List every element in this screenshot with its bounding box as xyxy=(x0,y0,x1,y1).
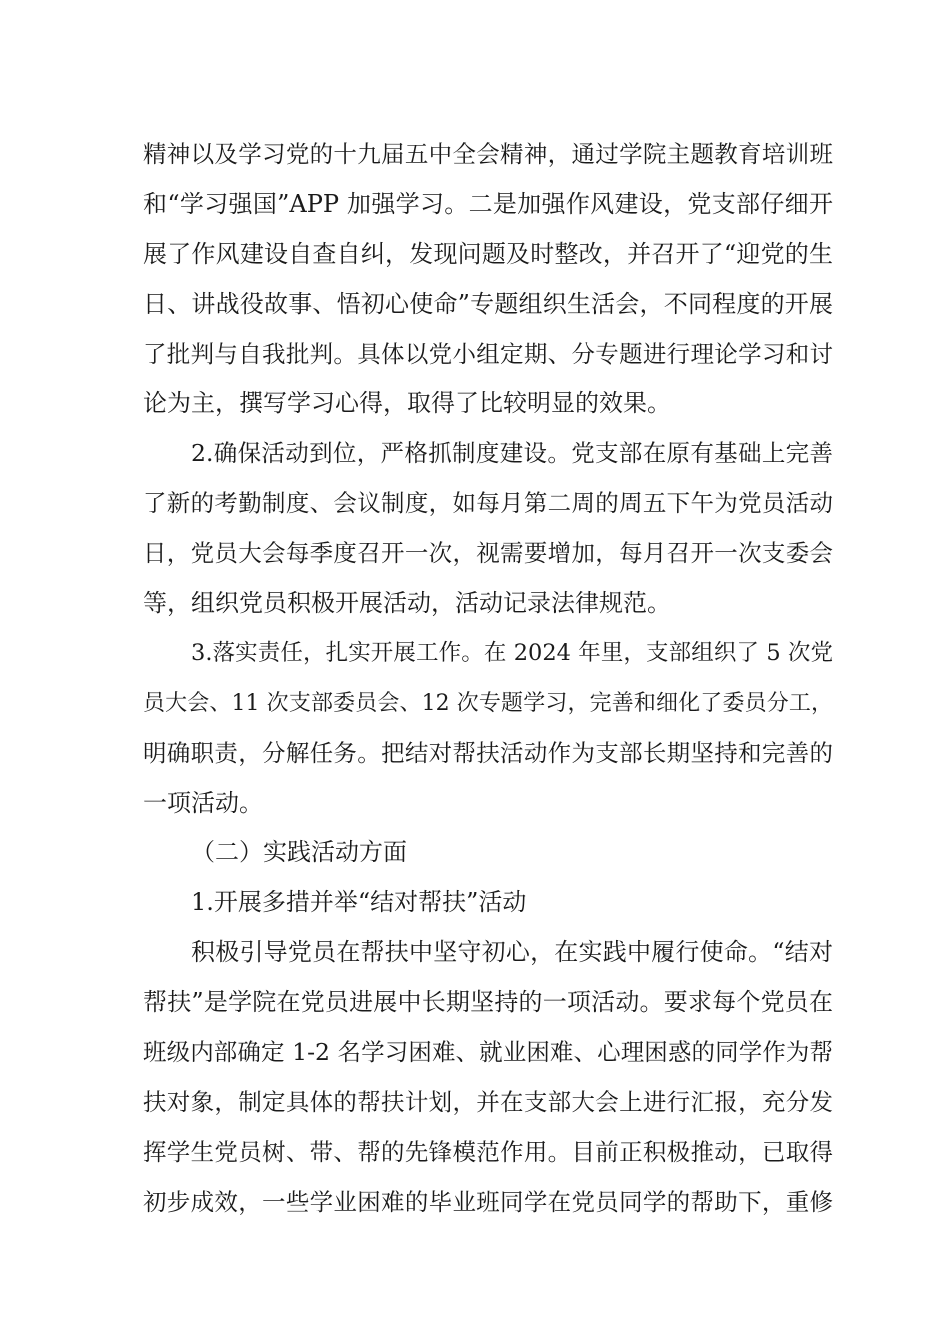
text-line: 初步成效，一些学业困难的毕业班同学在党员同学的帮助下，重修 xyxy=(143,1187,833,1216)
text-line: 等，组织党员积极开展活动，活动记录法律规范。 xyxy=(143,589,671,618)
text-line: 挥学生党员树、带、帮的先锋模范作用。目前正积极推动，已取得 xyxy=(143,1137,833,1166)
text-line: （二）实践活动方面 xyxy=(191,838,407,867)
text-line: 精神以及学习党的十九届五中全会精神，通过学院主题教育培训班 xyxy=(143,140,833,168)
text-line: 和“学习强国”APP 加强学习。二是加强作风建设，党支部仔细开 xyxy=(143,189,833,218)
text-line: 班级内部确定 1-2 名学习困难、就业困难、心理困惑的同学作为帮 xyxy=(143,1038,833,1067)
text-line: 积极引导党员在帮扶中坚守初心，在实践中履行使命。“结对 xyxy=(191,938,833,967)
text-line: 员大会、11 次支部委员会、12 次专题学习，完善和细化了委员分工， xyxy=(143,690,833,716)
text-line: 明确职责，分解任务。把结对帮扶活动作为支部长期坚持和完善的 xyxy=(143,738,833,767)
text-line: 了新的考勤制度、会议制度，如每月第二周的周五下午为党员活动 xyxy=(143,489,833,518)
text-line: 一项活动。 xyxy=(143,788,263,817)
text-line: 了批判与自我批判。具体以党小组定期、分专题进行理论学习和讨 xyxy=(143,339,833,368)
text-line: 1.开展多措并举“结对帮扶”活动 xyxy=(191,888,527,917)
text-line: 扶对象，制定具体的帮扶计划，并在支部大会上进行汇报，充分发 xyxy=(143,1087,833,1116)
text-line: 3.落实责任，扎实开展工作。在 2024 年里，支部组织了 5 次党 xyxy=(191,639,833,666)
text-line: 日、讲战役故事、悟初心使命”专题组织生活会，不同程度的开展 xyxy=(143,289,833,318)
text-line: 日，党员大会每季度召开一次，视需要增加，每月召开一次支委会 xyxy=(143,539,833,568)
text-line: 2.确保活动到位，严格抓制度建设。党支部在原有基础上完善 xyxy=(191,439,833,468)
document-body xyxy=(143,130,833,1228)
text-line: 展了作风建设自查自纠，发现问题及时整改，并召开了“迎党的生 xyxy=(143,239,833,268)
text-line: 帮扶”是学院在党员进展中长期坚持的一项活动。要求每个党员在 xyxy=(143,988,833,1017)
text-line: 论为主，撰写学习心得，取得了比较明显的效果。 xyxy=(143,389,671,418)
